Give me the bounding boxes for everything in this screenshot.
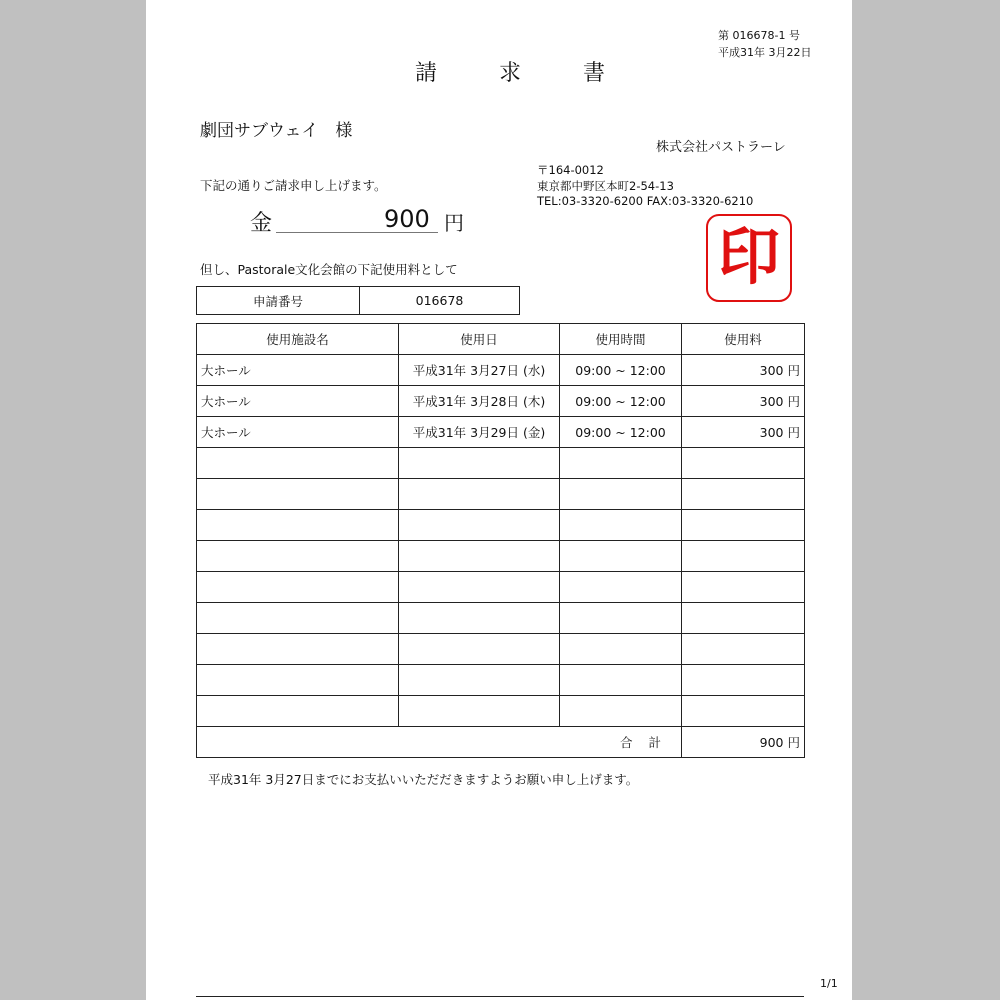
intro-text: 下記の通りご請求申し上げます。 xyxy=(200,178,387,193)
page-number: 1/1 xyxy=(820,977,838,990)
amount-value: 900 xyxy=(384,205,430,233)
document-number-block xyxy=(718,27,812,61)
usage-table xyxy=(196,323,805,758)
date-cell: 平成31年 3月29日 (金) xyxy=(399,417,560,448)
invoice-page xyxy=(146,0,852,1000)
amount-suffix: 円 xyxy=(444,211,464,235)
header-fee: 使用料 xyxy=(682,324,805,355)
issuer-address: 東京都中野区本町2-54-13 xyxy=(537,178,674,193)
table-row-empty xyxy=(197,634,805,665)
payment-note: 平成31年 3月27日までにお支払いいただだきますようお願い申し上げます。 xyxy=(208,772,639,787)
time-cell: 09:00 ~ 12:00 xyxy=(560,386,682,417)
issuer-postal: 〒164-0012 xyxy=(537,163,604,177)
issuer-company: 株式会社パストラーレ xyxy=(656,140,786,155)
date-cell: 平成31年 3月28日 (木) xyxy=(399,386,560,417)
table-row xyxy=(197,386,805,417)
total-value: 900 円 xyxy=(682,727,805,758)
header-time: 使用時間 xyxy=(560,324,682,355)
table-row-empty xyxy=(197,510,805,541)
application-number-label: 申請番号 xyxy=(197,287,360,314)
application-number-box xyxy=(196,286,520,315)
table-row xyxy=(197,355,805,386)
time-cell: 09:00 ~ 12:00 xyxy=(560,355,682,386)
table-row-empty xyxy=(197,665,805,696)
table-row xyxy=(197,417,805,448)
fee-cell: 300 円 xyxy=(682,386,805,417)
seal-stamp: 印 xyxy=(706,214,792,302)
header-date: 使用日 xyxy=(399,324,560,355)
facility-cell: 大ホール xyxy=(197,417,399,448)
issuer-contact: TEL:03-3320-6200 FAX:03-3320-6210 xyxy=(537,194,754,208)
amount-prefix: 金 xyxy=(250,211,273,236)
facility-cell: 大ホール xyxy=(197,355,399,386)
table-row-empty xyxy=(197,541,805,572)
application-number-value: 016678 xyxy=(415,293,464,308)
fee-cell: 300 円 xyxy=(682,355,805,386)
total-label: 合計 xyxy=(197,727,682,758)
page-divider xyxy=(196,996,804,997)
fee-cell: 300 円 xyxy=(682,417,805,448)
facility-cell: 大ホール xyxy=(197,386,399,417)
time-cell: 09:00 ~ 12:00 xyxy=(560,417,682,448)
table-header-row xyxy=(197,324,805,355)
purpose-text: 但し、Pastorale文化会館の下記使用料として xyxy=(200,262,458,277)
table-row-empty xyxy=(197,603,805,634)
table-row-empty xyxy=(197,448,805,479)
document-title: 請求書 xyxy=(415,61,668,86)
total-row xyxy=(197,727,805,758)
table-row-empty xyxy=(197,696,805,727)
table-row-empty xyxy=(197,479,805,510)
recipient-name: 劇団サブウェイ 様 xyxy=(200,121,353,141)
issuer-address-block xyxy=(537,163,753,210)
header-facility: 使用施設名 xyxy=(197,324,399,355)
table-row-empty xyxy=(197,572,805,603)
date-cell: 平成31年 3月27日 (水) xyxy=(399,355,560,386)
document-number: 第 016678-1 号 xyxy=(718,29,800,42)
issue-date: 平成31年 3月22日 xyxy=(718,46,812,59)
